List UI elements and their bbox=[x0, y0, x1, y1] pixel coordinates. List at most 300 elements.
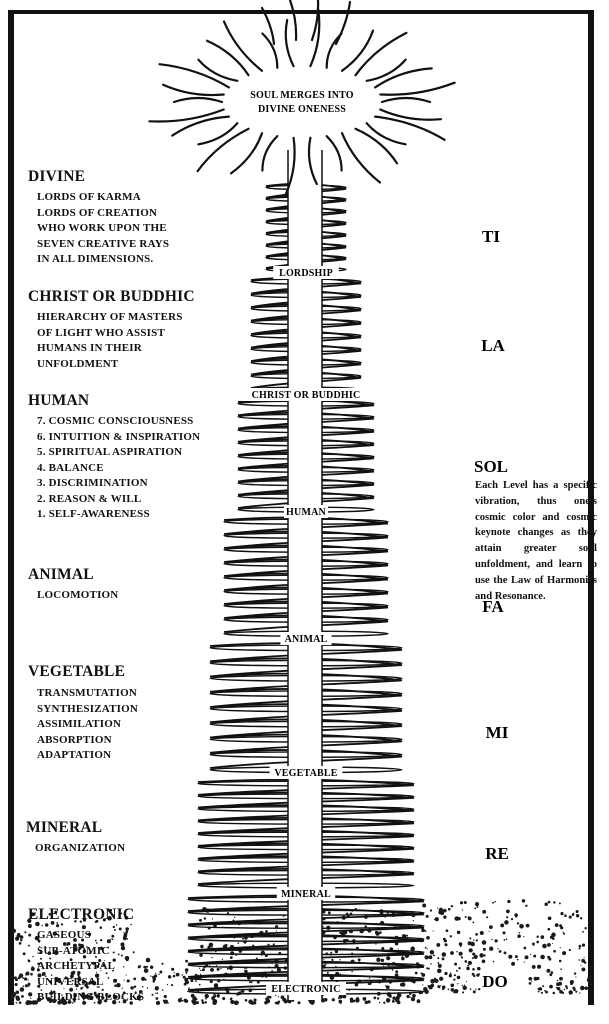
ground-speck bbox=[158, 1001, 159, 1002]
level-list-divine bbox=[37, 190, 169, 268]
ground-speck bbox=[436, 943, 440, 947]
ground-speck bbox=[410, 996, 411, 997]
ground-speck bbox=[413, 920, 414, 921]
ground-speck bbox=[11, 1000, 14, 1003]
ground-speck bbox=[564, 989, 566, 991]
ground-speck bbox=[10, 975, 14, 979]
ground-speck bbox=[462, 909, 463, 910]
ground-speck bbox=[474, 907, 476, 909]
ground-speck bbox=[222, 997, 225, 1000]
sun-ray bbox=[231, 133, 262, 173]
ground-speck bbox=[504, 951, 507, 954]
ground-speck bbox=[552, 937, 555, 940]
level-item: LORDS OF CREATION bbox=[37, 206, 158, 219]
ground-speck bbox=[551, 933, 556, 938]
ground-speck bbox=[365, 1001, 368, 1004]
ground-speck bbox=[456, 970, 458, 972]
ground-speck bbox=[497, 948, 498, 949]
ground-speck bbox=[446, 929, 449, 932]
ground-speck bbox=[11, 929, 16, 934]
level-item: SUB-ATOMIC bbox=[37, 944, 110, 957]
ground-speck bbox=[323, 959, 324, 960]
ground-speck bbox=[562, 951, 566, 955]
sun-ray bbox=[174, 98, 222, 102]
ground-speck bbox=[184, 999, 188, 1003]
ground-speck bbox=[242, 938, 244, 940]
ground-speck bbox=[548, 916, 552, 920]
ground-speck bbox=[438, 964, 442, 968]
ground-speck bbox=[17, 933, 20, 936]
sun-ray bbox=[207, 41, 249, 75]
level-list-vegetable bbox=[37, 686, 138, 764]
level-item: 5. SPIRITUAL ASPIRATION bbox=[37, 446, 183, 458]
ground-speck bbox=[363, 997, 367, 1001]
ground-speck bbox=[472, 921, 474, 923]
ground-speck bbox=[182, 974, 183, 975]
ground-speck bbox=[549, 985, 553, 989]
ground-speck bbox=[253, 1001, 256, 1004]
ground-speck bbox=[164, 995, 167, 998]
tier-label: ANIMAL bbox=[284, 634, 328, 645]
ground-speck bbox=[201, 999, 203, 1001]
ground-speck bbox=[28, 945, 30, 947]
ground-speck bbox=[424, 930, 426, 932]
ground-speck bbox=[146, 966, 148, 968]
sun-ray bbox=[367, 123, 406, 144]
ground-speck bbox=[355, 998, 359, 1002]
ground-speck bbox=[427, 948, 428, 949]
ground-speck bbox=[212, 995, 215, 998]
ground-speck bbox=[465, 960, 468, 963]
ground-speck bbox=[158, 974, 159, 975]
ground-speck bbox=[199, 984, 201, 986]
level-item: 6. INTUITION & INSPIRATION bbox=[37, 430, 201, 443]
ground-speck bbox=[562, 932, 563, 933]
ground-speck bbox=[284, 999, 288, 1003]
ground-speck bbox=[528, 977, 532, 981]
ground-speck bbox=[433, 954, 435, 956]
ground-speck bbox=[559, 960, 562, 963]
ground-speck bbox=[195, 981, 196, 982]
ground-speck bbox=[30, 973, 33, 976]
level-item: SYNTHESIZATION bbox=[37, 702, 139, 715]
ground-speck bbox=[430, 950, 434, 954]
ground-speck bbox=[245, 999, 248, 1002]
ground-speck bbox=[164, 1000, 168, 1004]
ground-speck bbox=[546, 969, 550, 973]
ground-speck bbox=[155, 986, 159, 990]
ground-speck bbox=[522, 899, 525, 902]
ground-speck bbox=[502, 931, 505, 934]
sun-ray bbox=[382, 98, 430, 102]
ground-speck bbox=[146, 958, 151, 963]
ground-speck bbox=[514, 913, 518, 917]
ground-speck bbox=[447, 988, 449, 990]
ground-speck bbox=[147, 987, 148, 988]
ground-speck bbox=[582, 931, 584, 933]
sun-text-line1: SOUL MERGES INTO bbox=[250, 90, 354, 101]
ground-speck bbox=[202, 968, 205, 971]
ground-speck bbox=[444, 972, 447, 975]
ground-speck bbox=[442, 986, 446, 990]
ground-speck bbox=[478, 973, 480, 975]
ground-speck bbox=[484, 955, 485, 956]
ground-speck bbox=[468, 941, 472, 945]
level-item: WHO WORK UPON THE bbox=[37, 222, 167, 234]
ground-speck bbox=[448, 908, 451, 911]
ground-speck bbox=[327, 972, 329, 974]
ground-speck bbox=[24, 977, 27, 980]
level-item: LORDS OF KARMA bbox=[37, 191, 141, 203]
ground-speck bbox=[569, 949, 571, 951]
ground-speck bbox=[453, 978, 455, 980]
ground-speck bbox=[234, 917, 235, 918]
ground-speck bbox=[188, 987, 190, 989]
ground-speck bbox=[476, 906, 478, 908]
level-item: ASSIMILATION bbox=[37, 718, 122, 730]
ground-speck bbox=[368, 983, 370, 985]
sun-ray bbox=[367, 60, 406, 81]
ground-speck bbox=[28, 983, 31, 986]
ground-speck bbox=[532, 965, 536, 969]
ground-speck bbox=[544, 902, 548, 906]
ground-speck bbox=[199, 968, 200, 969]
ground-speck bbox=[473, 990, 476, 993]
ground-speck bbox=[547, 943, 551, 947]
ground-speck bbox=[376, 958, 380, 962]
ground-speck bbox=[24, 931, 26, 933]
ground-speck bbox=[553, 950, 556, 953]
ground-speck bbox=[460, 901, 463, 904]
ground-speck bbox=[587, 987, 588, 988]
ground-speck bbox=[25, 984, 28, 987]
ground-speck bbox=[351, 971, 353, 973]
ground-speck bbox=[151, 994, 153, 996]
level-list-human bbox=[37, 414, 200, 523]
ground-speck bbox=[519, 924, 524, 929]
ground-speck bbox=[473, 940, 474, 941]
ground-speck bbox=[15, 983, 18, 986]
ground-speck bbox=[475, 902, 479, 906]
ground-speck bbox=[185, 972, 187, 974]
ground-speck bbox=[574, 972, 576, 974]
ground-speck bbox=[563, 933, 565, 935]
ground-speck bbox=[450, 935, 452, 937]
tier-label: ELECTRONIC bbox=[271, 984, 341, 995]
ground-speck bbox=[386, 985, 390, 989]
ground-speck bbox=[523, 936, 524, 937]
ground-speck bbox=[248, 1000, 253, 1005]
ground-speck bbox=[426, 936, 430, 940]
ground-speck bbox=[23, 952, 26, 955]
ground-speck bbox=[179, 998, 180, 999]
sun-ray bbox=[290, 0, 296, 40]
sun-ray bbox=[356, 33, 407, 75]
ground-speck bbox=[13, 999, 15, 1001]
ground-speck bbox=[19, 942, 22, 945]
ground-speck bbox=[185, 960, 188, 963]
harmonics-description: Each Level has a specific vibration, thus one's cosmic color and cosmic keynote changes as they attain greater soul unfoldment, and learn to use the Law of Harmonics and Resonance. bbox=[475, 480, 597, 602]
ground-speck bbox=[469, 948, 473, 952]
ground-speck bbox=[573, 913, 575, 915]
ground-speck bbox=[515, 955, 518, 958]
ground-speck bbox=[500, 923, 504, 927]
level-item: 2. REASON & WILL bbox=[37, 492, 142, 505]
ground-speck bbox=[466, 981, 467, 982]
ground-speck bbox=[211, 957, 212, 958]
ground-speck bbox=[386, 998, 391, 1003]
level-item: ABSORPTION bbox=[37, 733, 112, 746]
ground-speck bbox=[548, 901, 551, 904]
ground-speck bbox=[489, 947, 493, 951]
ground-speck bbox=[28, 934, 31, 937]
level-title-electronic: ELECTRONIC bbox=[28, 906, 135, 923]
ground-speck bbox=[579, 945, 582, 948]
ground-speck bbox=[383, 1002, 385, 1004]
ground-speck bbox=[394, 1001, 395, 1002]
ground-speck bbox=[588, 960, 589, 961]
ground-speck bbox=[504, 939, 506, 941]
ground-speck bbox=[12, 962, 14, 964]
ground-speck bbox=[331, 959, 333, 961]
ground-speck bbox=[16, 1002, 18, 1004]
ground-speck bbox=[212, 1001, 217, 1006]
ground-speck bbox=[297, 1001, 300, 1004]
ground-speck bbox=[200, 919, 201, 920]
ground-speck bbox=[517, 922, 519, 924]
ground-speck bbox=[479, 988, 481, 990]
level-item: ADAPTATION bbox=[37, 749, 112, 761]
sun-ray bbox=[380, 83, 454, 95]
ground-speck bbox=[486, 916, 488, 918]
ground-speck bbox=[469, 937, 471, 939]
ground-speck bbox=[225, 944, 228, 947]
ground-speck bbox=[261, 955, 262, 956]
level-list-mineral bbox=[35, 841, 125, 857]
ground-speck bbox=[430, 963, 432, 965]
ground-speck bbox=[537, 965, 541, 969]
ground-speck bbox=[200, 974, 201, 975]
ground-speck bbox=[265, 991, 266, 992]
ground-speck bbox=[176, 973, 180, 977]
ground-speck bbox=[560, 968, 562, 970]
ground-speck bbox=[386, 957, 388, 959]
ground-speck bbox=[157, 992, 159, 994]
ground-speck bbox=[415, 972, 418, 975]
ground-speck bbox=[462, 985, 464, 987]
sun-ray bbox=[224, 22, 262, 71]
ground-speck bbox=[456, 951, 457, 952]
ground-speck bbox=[440, 985, 441, 986]
ground-speck bbox=[491, 939, 492, 940]
ground-speck bbox=[590, 983, 592, 985]
ground-speck bbox=[443, 938, 446, 941]
ground-speck bbox=[209, 965, 210, 966]
ground-speck bbox=[466, 967, 470, 971]
ground-speck bbox=[19, 1001, 22, 1004]
ground-speck bbox=[504, 920, 508, 924]
ground-speck bbox=[26, 972, 30, 976]
ground-speck bbox=[338, 1000, 342, 1004]
ground-speck bbox=[28, 924, 32, 928]
tier-label: CHRIST OR BUDDHIC bbox=[251, 390, 361, 401]
note-labels bbox=[474, 227, 509, 991]
ground-speck bbox=[401, 982, 405, 986]
ground-speck bbox=[519, 932, 520, 933]
ground-speck bbox=[529, 982, 532, 985]
note-label: RE bbox=[485, 844, 509, 863]
ground-speck bbox=[377, 997, 379, 999]
ground-speck bbox=[395, 970, 398, 973]
ground-speck bbox=[205, 994, 209, 998]
ground-speck bbox=[250, 981, 252, 983]
ground-speck bbox=[464, 901, 467, 904]
ground-speck bbox=[392, 969, 394, 971]
ground-speck bbox=[397, 1001, 401, 1005]
ground-speck bbox=[506, 916, 508, 918]
ground-speck bbox=[557, 980, 558, 981]
ground-speck bbox=[444, 943, 447, 946]
ground-speck bbox=[32, 956, 33, 957]
ground-speck bbox=[150, 965, 153, 968]
level-title-christ: CHRIST OR BUDDHIC bbox=[28, 288, 195, 305]
ground-speck bbox=[353, 1000, 356, 1003]
ground-speck bbox=[196, 1001, 199, 1004]
level-item: SEVEN CREATIVE RAYS bbox=[37, 237, 170, 250]
ground-speck bbox=[464, 987, 467, 990]
note-label: DO bbox=[482, 972, 508, 991]
sun-ray bbox=[356, 129, 398, 164]
level-item: TRANSMUTATION bbox=[37, 687, 137, 699]
level-item: HUMANS IN THEIR bbox=[37, 342, 142, 354]
ground-speck bbox=[524, 947, 527, 950]
ground-speck bbox=[56, 924, 59, 927]
ground-speck bbox=[437, 957, 439, 959]
ground-speck bbox=[265, 930, 268, 933]
ground-speck bbox=[274, 1002, 275, 1003]
ground-speck bbox=[492, 902, 494, 904]
ground-speck bbox=[575, 976, 576, 977]
ground-speck bbox=[459, 952, 463, 956]
ground-speck bbox=[178, 998, 182, 1002]
ground-speck bbox=[576, 910, 579, 913]
ground-speck bbox=[230, 998, 232, 1000]
ground-speck bbox=[435, 917, 439, 921]
ground-speck bbox=[525, 955, 529, 959]
ground-speck bbox=[41, 925, 42, 926]
ground-speck bbox=[457, 917, 461, 921]
sun-text-line2: DIVINE ONENESS bbox=[257, 104, 347, 115]
ground-speck bbox=[330, 952, 332, 954]
ground-speck bbox=[559, 977, 563, 981]
ground-speck bbox=[426, 915, 429, 918]
ground-speck bbox=[217, 968, 220, 971]
ground-speck bbox=[560, 947, 561, 948]
sun-ray bbox=[336, 2, 350, 44]
ground-speck bbox=[566, 987, 568, 989]
ground-speck bbox=[278, 1001, 280, 1003]
ground-speck bbox=[468, 961, 472, 965]
ground-speck bbox=[434, 978, 436, 980]
ground-speck bbox=[159, 971, 162, 974]
ground-speck bbox=[556, 987, 558, 989]
ground-speck bbox=[162, 989, 164, 991]
ground-speck bbox=[547, 928, 550, 931]
ground-speck bbox=[264, 1001, 268, 1005]
ground-speck bbox=[18, 976, 21, 979]
ground-speck bbox=[542, 985, 544, 987]
ground-speck bbox=[428, 955, 432, 959]
level-item: 7. COSMIC CONSCIOUSNESS bbox=[37, 415, 194, 427]
level-item: BUILDING BLOCKS bbox=[37, 991, 145, 1003]
ground-speck bbox=[202, 1001, 205, 1004]
ground-speck bbox=[150, 976, 151, 977]
level-list-animal bbox=[37, 588, 118, 604]
ground-speck bbox=[20, 935, 24, 939]
ground-speck bbox=[451, 988, 455, 992]
ground-speck bbox=[480, 931, 484, 935]
ground-speck bbox=[339, 959, 340, 960]
level-title-human: HUMAN bbox=[28, 392, 90, 409]
ground-speck bbox=[22, 977, 24, 979]
sun-core bbox=[232, 74, 372, 130]
ground-speck bbox=[437, 962, 439, 964]
ground-speck bbox=[581, 967, 585, 971]
ground-speck bbox=[11, 995, 15, 999]
ground-speck bbox=[576, 914, 579, 917]
ground-speck bbox=[161, 963, 163, 965]
ground-speck bbox=[27, 959, 29, 961]
ground-speck bbox=[482, 959, 486, 963]
ground-speck bbox=[588, 976, 591, 979]
ground-speck bbox=[559, 924, 562, 927]
ground-speck bbox=[533, 955, 536, 958]
ground-speck bbox=[12, 958, 13, 959]
ground-speck bbox=[472, 957, 474, 959]
ground-speck bbox=[222, 959, 223, 960]
ground-speck bbox=[457, 976, 461, 980]
ground-speck bbox=[230, 956, 233, 959]
ground-speck bbox=[548, 958, 551, 961]
ground-speck bbox=[482, 910, 486, 914]
ground-speck bbox=[200, 945, 203, 948]
ground-speck bbox=[183, 976, 186, 979]
sun-ray bbox=[342, 31, 373, 71]
ground-speck bbox=[580, 965, 581, 966]
ground-speck bbox=[462, 991, 464, 993]
ground-speck bbox=[28, 992, 32, 996]
ground-speck bbox=[517, 934, 521, 938]
ground-speck bbox=[30, 998, 31, 999]
ground-speck bbox=[461, 956, 463, 958]
ground-speck bbox=[482, 940, 487, 945]
ground-speck bbox=[424, 990, 428, 994]
ground-speck bbox=[430, 909, 432, 911]
level-item: IN ALL DIMENSIONS. bbox=[37, 253, 154, 265]
ground-speck bbox=[422, 904, 426, 908]
ground-speck bbox=[402, 956, 404, 958]
ground-speck bbox=[565, 985, 568, 988]
ground-speck bbox=[265, 997, 268, 1000]
ground-speck bbox=[184, 983, 187, 986]
ground-speck bbox=[425, 947, 427, 949]
ground-speck bbox=[506, 910, 510, 914]
level-item: GASEOUS bbox=[37, 929, 91, 941]
level-title-animal: ANIMAL bbox=[28, 566, 94, 583]
ground-speck bbox=[450, 972, 452, 974]
ground-speck bbox=[168, 975, 171, 978]
ground-speck bbox=[553, 992, 556, 995]
